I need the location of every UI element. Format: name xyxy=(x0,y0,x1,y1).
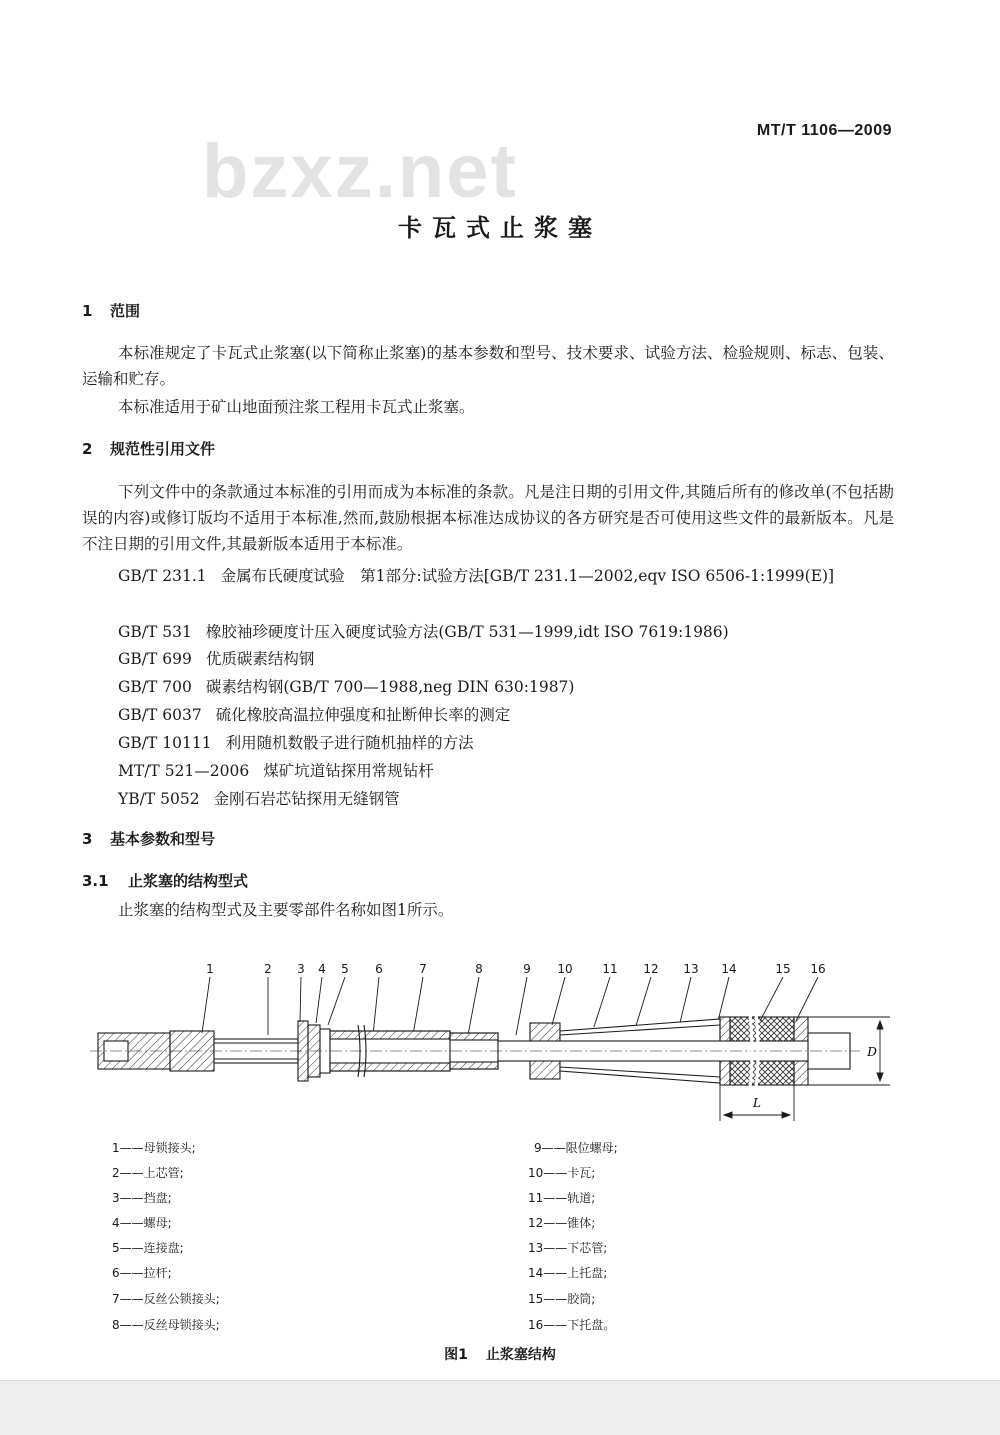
callout-11: 11 xyxy=(602,962,618,976)
document-title: 卡瓦式止浆塞 xyxy=(398,214,602,242)
reference-code: MT/T 521—2006 xyxy=(118,762,250,780)
legend-item: 4——螺母; xyxy=(112,1216,172,1230)
legend-item: 11——轨道; xyxy=(528,1191,596,1205)
callout-10: 10 xyxy=(557,962,573,976)
figure-title: 止浆塞结构 xyxy=(485,1347,556,1363)
legend-item: 13——下芯管; xyxy=(528,1241,608,1255)
section-1-paragraph-2: 本标准适用于矿山地面预注浆工程用卡瓦式止浆塞。 xyxy=(118,398,475,416)
section-number: 3.1 xyxy=(82,872,109,890)
reference-title: 橡胶袖珍硬度计压入硬度试验方法(GB/T 531—1999,idt ISO 7619:1986) xyxy=(205,623,729,641)
legend-item: 16——下托盘。 xyxy=(528,1318,616,1332)
callout-15: 15 xyxy=(775,962,791,976)
dimension-L-label: L xyxy=(753,1096,761,1110)
figure-number: 图1 xyxy=(444,1347,468,1363)
callout-6: 6 xyxy=(375,962,383,976)
callout-12: 12 xyxy=(643,962,659,976)
reference-item xyxy=(118,787,400,809)
grout-stopper-drawing xyxy=(90,955,900,1130)
section-title: 规范性引用文件 xyxy=(110,440,216,458)
callout-5: 5 xyxy=(341,962,349,976)
reference-title: 优质碳素结构钢 xyxy=(205,650,315,668)
reference-item xyxy=(118,675,574,697)
reference-item xyxy=(118,647,314,669)
callout-3: 3 xyxy=(297,962,305,976)
legend-item: 2——上芯管; xyxy=(112,1166,184,1180)
reference-title: 金刚石岩芯钻探用无缝钢管 xyxy=(213,790,400,808)
section-2-paragraph-1: 下列文件中的条款通过本标准的引用而成为本标准的条款。凡是注日期的引用文件,其随后所有的修改单(不包括勘误的内容)或修订版均不适用于本标准,然而,鼓励根据本标准达成协议的各方研究是否可使用这些文件的最新版本。凡是不注日期的引用文件,其最新版本适用于本标准。 xyxy=(82,483,894,553)
section-title: 基本参数和型号 xyxy=(110,830,216,848)
callout-13: 13 xyxy=(683,962,699,976)
section-2-heading xyxy=(82,438,215,459)
callout-7: 7 xyxy=(419,962,427,976)
legend-item: 5——连接盘; xyxy=(112,1241,184,1255)
legend-item: 15——胶筒; xyxy=(528,1292,596,1306)
reference-title: 金属布氏硬度试验 第1部分:试验方法[GB/T 231.1—2002,eqv ISO 6506-1:1999(E)] xyxy=(220,567,835,585)
legend-item: 7——反丝公锁接头; xyxy=(112,1292,220,1306)
section-number: 2 xyxy=(82,440,93,458)
reference-title: 碳素结构钢(GB/T 700—1988,neg DIN 630:1987) xyxy=(205,678,575,696)
legend-item: 14——上托盘; xyxy=(528,1266,608,1280)
callout-8: 8 xyxy=(475,962,483,976)
reference-title: 硫化橡胶高温拉伸强度和扯断伸长率的测定 xyxy=(215,706,511,724)
reference-code: GB/T 10111 xyxy=(118,734,212,752)
section-number: 1 xyxy=(82,302,93,320)
legend-item: 1——母锁接头; xyxy=(112,1141,196,1155)
section-3-1-heading xyxy=(82,870,248,891)
watermark: bzxz.net xyxy=(202,129,518,214)
legend-item: 9——限位螺母; xyxy=(534,1141,618,1155)
reference-item xyxy=(82,563,894,589)
section-title: 止浆塞的结构型式 xyxy=(128,872,249,890)
reference-item xyxy=(118,731,474,753)
section-3-heading xyxy=(82,828,215,849)
callout-4: 4 xyxy=(318,962,326,976)
reference-title: 利用随机数骰子进行随机抽样的方法 xyxy=(225,734,474,752)
section-3-1-paragraph: 止浆塞的结构型式及主要零部件名称如图1所示。 xyxy=(118,901,454,919)
legend-item: 12——锥体; xyxy=(528,1216,596,1230)
reference-item xyxy=(118,620,729,642)
legend-item: 6——拉杆; xyxy=(112,1266,172,1280)
reference-title: 煤矿坑道钻探用常规钻杆 xyxy=(263,762,434,780)
standard-number: MT/T 1106—2009 xyxy=(756,122,892,139)
reference-code: GB/T 531 xyxy=(118,623,192,641)
reference-code: GB/T 700 xyxy=(118,678,192,696)
reference-item xyxy=(118,703,510,725)
legend-item: 3——挡盘; xyxy=(112,1191,172,1205)
viewer-bottom-bar xyxy=(0,1380,1000,1435)
section-title: 范围 xyxy=(110,302,141,320)
reference-code: YB/T 5052 xyxy=(118,790,200,808)
reference-item xyxy=(118,759,434,781)
section-number: 3 xyxy=(82,830,93,848)
callout-16: 16 xyxy=(810,962,826,976)
figure-caption xyxy=(0,1344,1000,1364)
section-1-heading xyxy=(82,300,140,321)
section-1-paragraph-1: 本标准规定了卡瓦式止浆塞(以下简称止浆塞)的基本参数和型号、技术要求、试验方法、检验规则、标志、包装、运输和贮存。 xyxy=(82,344,894,388)
dimension-D-label: D xyxy=(867,1045,877,1059)
reference-code: GB/T 231.1 xyxy=(118,567,207,585)
legend-item: 10——卡瓦; xyxy=(528,1166,596,1180)
callout-14: 14 xyxy=(721,962,737,976)
reference-code: GB/T 699 xyxy=(118,650,192,668)
callout-2: 2 xyxy=(264,962,272,976)
callout-9: 9 xyxy=(523,962,531,976)
reference-code: GB/T 6037 xyxy=(118,706,202,724)
callout-1: 1 xyxy=(206,962,214,976)
legend-item: 8——反丝母锁接头; xyxy=(112,1318,220,1332)
